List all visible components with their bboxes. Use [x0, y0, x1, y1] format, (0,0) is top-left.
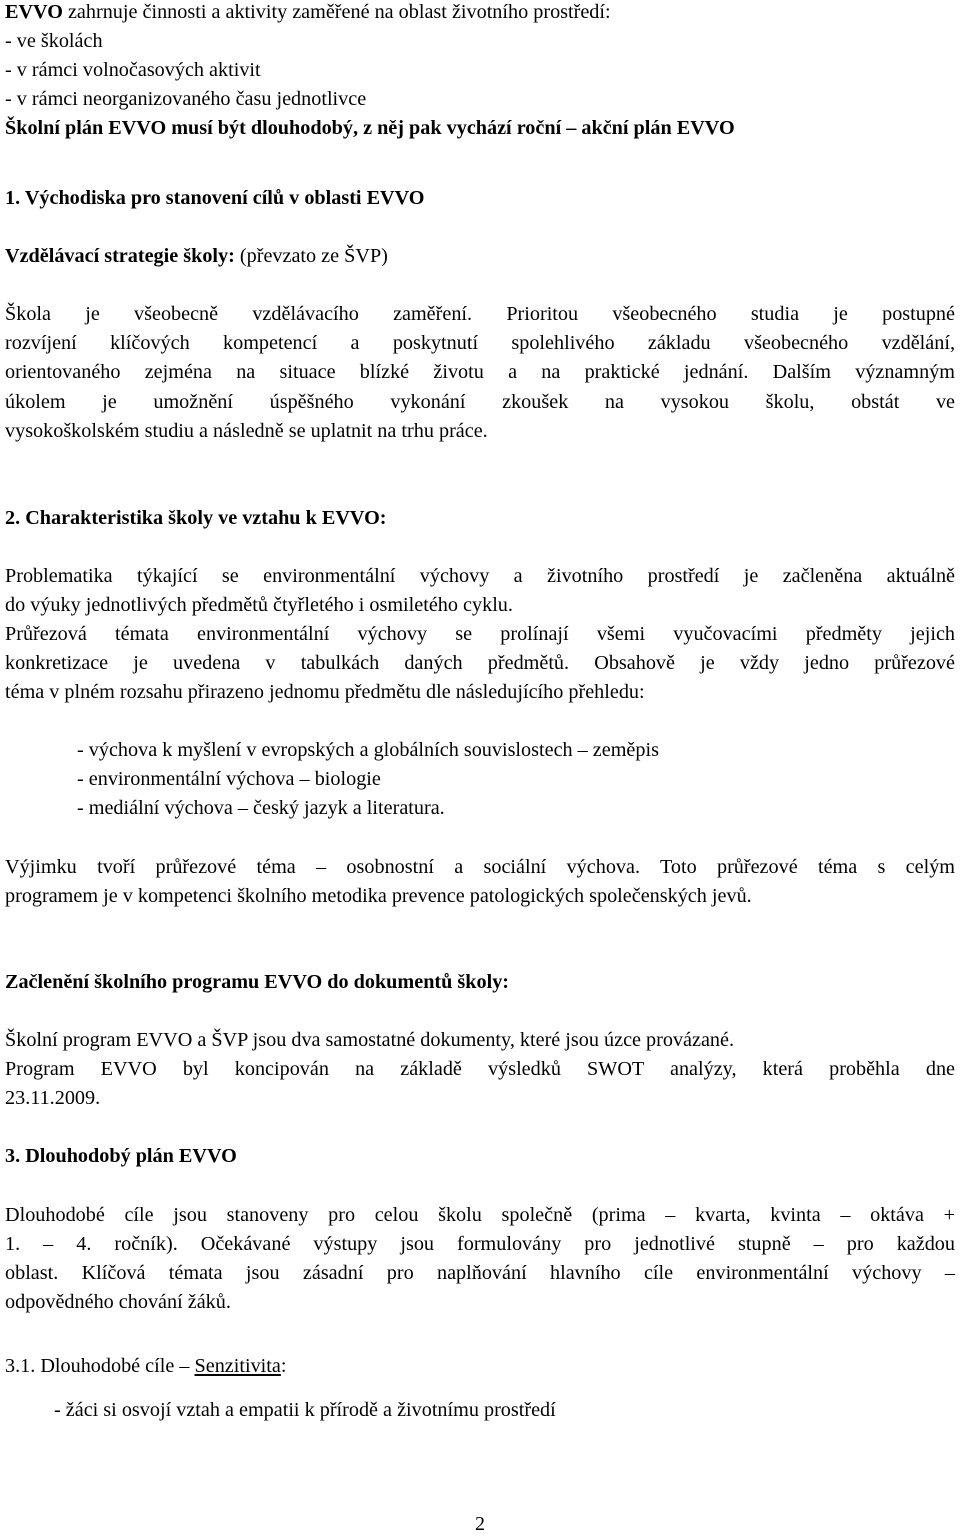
intro-line: [5, 0, 611, 24]
subject-list-item: - environmentální výchova – biologie: [77, 768, 381, 790]
section-2-heading: 2. Charakteristika školy ve vztahu k EVVO:: [5, 507, 387, 529]
plan-statement: Školní plán EVVO musí být dlouhodobý, z něj pak vychází roční – akční plán EVVO: [5, 117, 735, 139]
subject-list-item: - mediální výchova – český jazyk a literatura.: [77, 797, 445, 819]
integration-text: Program EVVO byl koncipován na základě výsledků SWOT analýzy, která proběhla dne: [5, 1058, 955, 1080]
subsection-prefix: 3.1. Dlouhodobé cíle –: [5, 1355, 195, 1377]
section-1-text: vysokoškolském studiu a následně se uplatnit na trhu práce.: [5, 420, 488, 442]
section-1-text: úkolem je umožnění úspěšného vykonání zkoušek na vysokou školu, obstát ve: [5, 391, 955, 413]
section-3-text: odpovědného chování žáků.: [5, 1291, 231, 1313]
subsection-3-1-heading: [5, 1354, 286, 1378]
subsection-underlined: Senzitivita: [194, 1355, 281, 1377]
section-3-heading: 3. Dlouhodobý plán EVVO: [5, 1145, 237, 1167]
strategy-bold: Vzdělávací strategie školy:: [5, 245, 235, 267]
section-2-text: téma v plném rozsahu přirazeno jednomu předmětu dle následujícího přehledu:: [5, 681, 645, 703]
section-2-text: Problematika týkající se environmentální výchovy a životního prostředí je začleněna aktuálně: [5, 565, 955, 587]
section-2-text: Průřezová témata environmentální výchovy se prolínají všemi vyučovacími předměty jejich: [5, 623, 955, 645]
section-3-text: 1. – 4. ročník). Očekávané výstupy jsou formulovány pro jednotlivé stupně – pro každou: [5, 1233, 955, 1255]
subsection-suffix: :: [280, 1355, 287, 1377]
section-3-text: oblast. Klíčová témata jsou zásadní pro naplňování hlavního cíle environmentální výchovy –: [5, 1262, 955, 1284]
section-2-text: do výuky jednotlivých předmětů čtyřletého i osmiletého cyklu.: [5, 594, 513, 616]
integration-text: Školní program EVVO a ŠVP jsou dva samostatné dokumenty, které jsou úzce provázané.: [5, 1029, 735, 1051]
intro-item: - ve školách: [5, 30, 103, 52]
exception-text: Výjimku tvoří průřezové téma – osobnostní a sociální výchova. Toto průřezové téma s celým: [5, 856, 955, 878]
intro-item: - v rámci volnočasových aktivit: [5, 59, 261, 81]
intro-lead-rest: zahrnuje činnosti a aktivity zaměřené na oblast životního prostředí:: [62, 1, 611, 23]
strategy-rest: (převzato ze ŠVP): [234, 245, 388, 267]
subject-list-item: - výchova k myšlení v evropských a globálních souvislostech – zeměpis: [77, 739, 659, 761]
goal-bullet: - žáci si osvojí vztah a empatii k přírodě a životnímu prostředí: [54, 1399, 556, 1421]
section-3-text: Dlouhodobé cíle jsou stanoveny pro celou školu společně (prima – kvarta, kvinta – oktáva +: [5, 1204, 955, 1226]
page-number: 2: [475, 1513, 485, 1535]
integration-text: 23.11.2009.: [5, 1087, 101, 1109]
strategy-line: [5, 244, 388, 268]
section-1-text: Škola je všeobecně vzdělávacího zaměření. Prioritou všeobecného studia je postupné: [5, 303, 955, 325]
intro-lead-bold: EVVO: [5, 1, 63, 23]
section-1-heading: 1. Východiska pro stanovení cílů v oblasti EVVO: [5, 187, 425, 209]
section-2-text: konkretizace je uvedena v tabulkách daných předmětů. Obsahově je vždy jedno průřezové: [5, 652, 955, 674]
section-1-text: orientovaného zejména na situace blízké životu a na praktické jednání. Dalším významným: [5, 361, 955, 383]
section-1-text: rozvíjení klíčových kompetencí a poskytnutí spolehlivého základu všeobecného vzdělání,: [5, 332, 955, 354]
integration-heading: Začlenění školního programu EVVO do dokumentů školy:: [5, 971, 510, 993]
intro-item: - v rámci neorganizovaného času jednotlivce: [5, 88, 367, 110]
exception-text: programem je v kompetenci školního metodika prevence patologických společenských jevů.: [5, 885, 752, 907]
